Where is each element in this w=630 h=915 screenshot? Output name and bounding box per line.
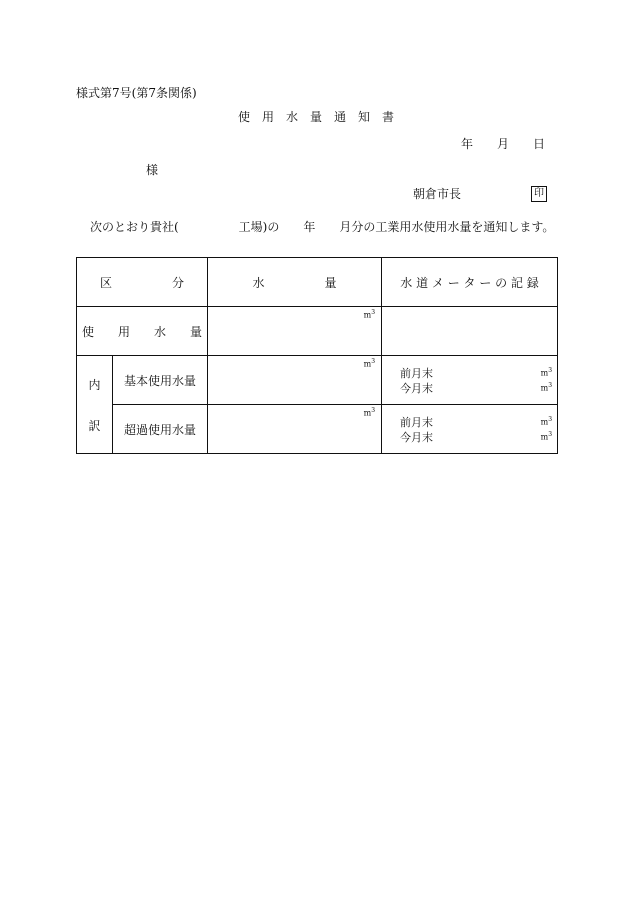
date-line: 年 月 日 <box>461 137 546 151</box>
recipient-honorific: 様 <box>146 163 159 177</box>
basic-usage-label: 基本使用水量 <box>124 373 197 388</box>
excess-usage-label: 超過使用水量 <box>124 422 197 437</box>
table-header-row <box>77 258 558 307</box>
basic-usage-amount-cell[interactable] <box>208 356 382 405</box>
form-number: 様式第7号(第7条関係) <box>76 86 197 100</box>
basic-usage-meter-cell[interactable] <box>382 356 558 405</box>
header-category: 区 分 <box>100 275 185 290</box>
excess-usage-label-cell <box>113 405 208 454</box>
breakdown-label-bottom: 訳 <box>88 418 101 433</box>
seal-stamp: 印 <box>531 186 547 202</box>
excess-usage-row <box>77 405 558 454</box>
basic-usage-label-cell <box>113 356 208 405</box>
header-meter-record-cell <box>382 258 558 307</box>
unit-cubic-meter: $m^3$ <box>363 407 376 418</box>
usage-label: 使 用 水 量 <box>82 324 203 339</box>
previous-month-end-label: 前月末 <box>400 416 434 429</box>
header-water-amount-cell <box>208 258 382 307</box>
header-water-amount: 水 量 <box>252 275 337 290</box>
excess-usage-meter-cell[interactable] <box>382 405 558 454</box>
water-usage-table <box>76 257 558 454</box>
breakdown-label-cell <box>77 356 113 454</box>
usage-meter-cell[interactable] <box>382 307 558 356</box>
current-month-end-label: 今月末 <box>400 431 434 444</box>
document-title: 使 用 水 量 通 知 書 <box>238 110 395 124</box>
breakdown-label-top: 内 <box>88 377 101 392</box>
unit-cubic-meter: $m^3$ <box>540 416 553 427</box>
usage-amount-cell[interactable] <box>208 307 382 356</box>
usage-label-cell <box>77 307 208 356</box>
basic-usage-row <box>77 356 558 405</box>
issuer-title: 朝倉市長 <box>413 187 462 201</box>
usage-row <box>77 307 558 356</box>
notice-sentence: 次のとおり貴社( 工場)の 年 月分の工業用水使用水量を通知します。 <box>90 220 555 234</box>
previous-month-end-label: 前月末 <box>400 367 434 380</box>
unit-cubic-meter: $m^3$ <box>540 367 553 378</box>
unit-cubic-meter: $m^3$ <box>363 358 376 369</box>
header-meter-record: 水 道 メ ー タ ー の 記 録 <box>400 275 539 290</box>
header-category-cell <box>77 258 208 307</box>
unit-cubic-meter: $m^3$ <box>540 431 553 442</box>
unit-cubic-meter: $m^3$ <box>363 309 376 320</box>
excess-usage-amount-cell[interactable] <box>208 405 382 454</box>
current-month-end-label: 今月末 <box>400 382 434 395</box>
unit-cubic-meter: $m^3$ <box>540 382 553 393</box>
